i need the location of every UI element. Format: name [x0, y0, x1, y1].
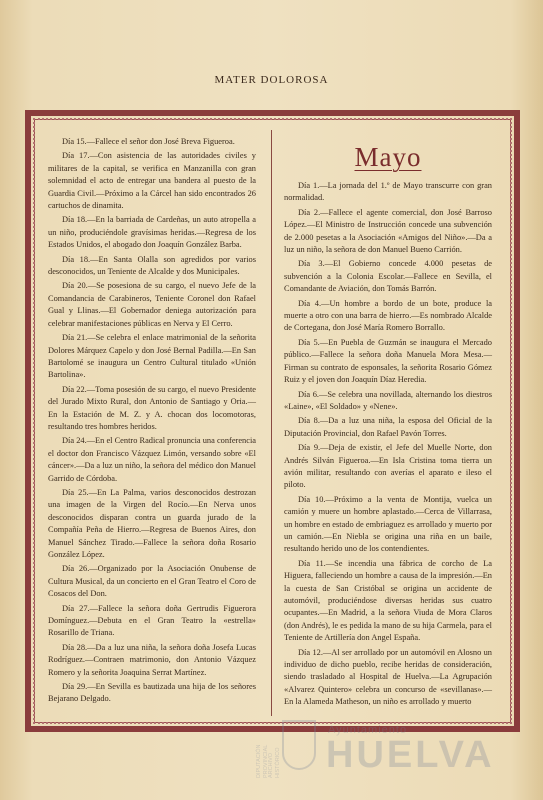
watermark-side-text: DIPUTACIÓN PROVINCIAL: [256, 744, 269, 778]
entry: Día 27.—Fallece la señora doña Gertrudis Figuerora Domínguez.—Debuta en el Gran Teatro la «estrella» Rosarillo de Triana.: [48, 603, 256, 638]
archive-watermark: [256, 718, 516, 780]
entry: Día 1.—La jornada del 1.º de Mayo transcurre con gran normalidad.: [284, 181, 492, 203]
entry: Día 4.—Un hombre a bordo de un bote, produce la muerte a otro con una barra de hierro.—Es nombrado Alcalde de Cortegana, don José María Romero Borrallo.: [284, 298, 492, 333]
left-column: [48, 136, 256, 708]
shield-icon: [282, 720, 316, 770]
entry: Día 18.—En la barriada de Cardeñas, un auto atropella a un niño, produciéndole gravísimas heridas.—Regresa de los Estados Unidos, el abogado don Joaquín González Barba.: [48, 215, 256, 250]
page-header: MATER DOLOROSA: [214, 74, 329, 86]
entry: Día 15.—Fallece el señor don José Breva Figueroa.: [62, 137, 235, 146]
entry: Día 3.—El Gobierno concede 4.000 pesetas de subvención a la Colonia Escolar.—Fallece en Sevilla, el Comandante de Aviación, don Tomás Barrón.: [284, 259, 492, 294]
entry: Día 21.—Se celebra el enlace matrimonial de la señorita Dolores Márquez Capelo y don José Bernal Padilla.—En San Bartolomé se inaugura un Centro Cultural titulado «Unión Bartolina».: [48, 333, 256, 380]
watermark-side-text: ARCHIVO HISTÓRICO: [268, 747, 281, 778]
watermark-big-text: HUELVA: [326, 734, 495, 776]
entry: Día 8.—Da a luz una niña, la esposa del Oficial de la Diputación Provincial, don Rafael Pavón Torres.: [284, 416, 492, 438]
entry: Día 20.—Se posesiona de su cargo, el nuevo Jefe de la Comandancia de Carabineros, Teniente Coronel don Rafael Gual y Llinas.—El Gobernador deniega autorización para celebrar manifestaciones públicas en Nerva y El Cerro.: [48, 281, 256, 328]
entry: Día 17.—Con asistencia de las autoridades civiles y militares de la capital, se verifica en Manzanilla con gran solemnidad el acto de entregar una bandera al puesto de la Guardia Civil.—Próximo a la Cárcel han sido encontrados 26 cartuchos de dinamita.: [48, 151, 256, 211]
right-column: [284, 136, 492, 711]
column-divider: [271, 130, 272, 716]
entry: Día 2.—Fallece el agente comercial, don José Barroso López.—El Ministro de Instrucción concede una subvención de 2.000 pesetas a la Asociación «Amigos del Niño».—Da a luz un niño, la señora de don Manuel Bueno Carrión.: [284, 207, 492, 255]
entry: Día 24.—En el Centro Radical pronuncia una conferencia el doctor don Francisco Vázquez Limón, versando sobre «El cáncer».—Da a luz un niño, la señora del médico don Manuel Garrido de Córdoba.: [48, 436, 256, 483]
entry: Día 22.—Toma posesión de su cargo, el nuevo Presidente del Jurado Mixto Rural, don Antonio de Santiago y Oria.—En la Estación de M. Z. y A. chocan dos locomotoras, resultando tres hombres heridos.: [48, 384, 256, 431]
entry: Día 9.—Deja de existir, el Jefe del Muelle Norte, don Andrés Silván Figueroa.—En Isla Cristina toma tierra un avión militar, resultando con averías el aparato e ileso el piloto.: [284, 443, 492, 490]
entry: Día 28.—Da a luz una niña, la señora doña Josefa Lucas Rodríguez.—Contraen matrimonio, don Antonio Vázquez Romero y la señorita Joaquina Serrat Martínez.: [48, 642, 256, 677]
entry: Día 11.—Se incendia una fábrica de corcho de La Higuera, falleciendo un hombre a causa de la impresión.—En la cuesta de San Cristóbal se origina un accidente de automóvil, produciéndose diversas heridas sus cuatro ocupantes.—En Madrid, a la señora Viuda de Mora Claros (don Andrés), le es pedida la mano de su hija Carmela, para el Teniente de Artillería don Angel España.: [284, 558, 492, 643]
entry: Día 18.—En Santa Olalla son agredidos por varios desconocidos, un Teniente de Alcalde y dos Municipales.: [48, 254, 256, 277]
entry: Día 12.—Al ser arrollado por un automóvil en Alosno un individuo de dicho pueblo, recibe heridas de consideración, siendo trasladado al Hospital de Huelva.—La Agrupación «Alvarez Quintero» celebra un concurso de «sevillanas».—En la Alameda Matheson, un niño es arrollado y muerto: [284, 647, 492, 707]
entry: Día 5.—En Puebla de Guzmán se inaugura el Mercado público.—Fallece la señora doña Manuela Mora Mesa.—Firman su contrato de esponsales, la señorita Rosario Gómez Ruiz y el joven don Joaquín Díaz Heredia.: [284, 337, 492, 385]
entry: Día 6.—Se celebra una novillada, alternando los diestros «Laine», «El Soldado» y «Nene».: [284, 389, 492, 411]
watermark-small-text: Ayuntamiento: [328, 724, 408, 736]
entry: Día 10.—Próximo a la venta de Montija, vuelca un camión y muere un hombre aplastado.—Cerca de Villarrasa, un hombre en estado de embriaguez es arrollado y muerto por un camión.—En Niebla se origina una riña en un baile, resultando herido uno de los contendientes.: [284, 494, 492, 554]
entry: Día 26.—Organizado por la Asociación Onubense de Cultura Musical, da un concierto en el Gran Teatro el Coro de Cosacos del Don.: [48, 564, 256, 599]
entry: Día 25.—En La Palma, varios desconocidos destrozan una imagen de la Virgen del Rocío.—En Nerva unos desconocidos disparan contra un guarda jurado de la Compañía Peña de Hierro.—Regresa de Buenos Aires, don Manuel Sánchez Tirado.—Fallece la señora doña Rosario González López.: [48, 487, 256, 559]
month-title: Mayo: [354, 142, 422, 172]
entry: Día 29.—En Sevilla es bautizada una hija de los señores Bejarano Delgado.: [48, 682, 256, 704]
